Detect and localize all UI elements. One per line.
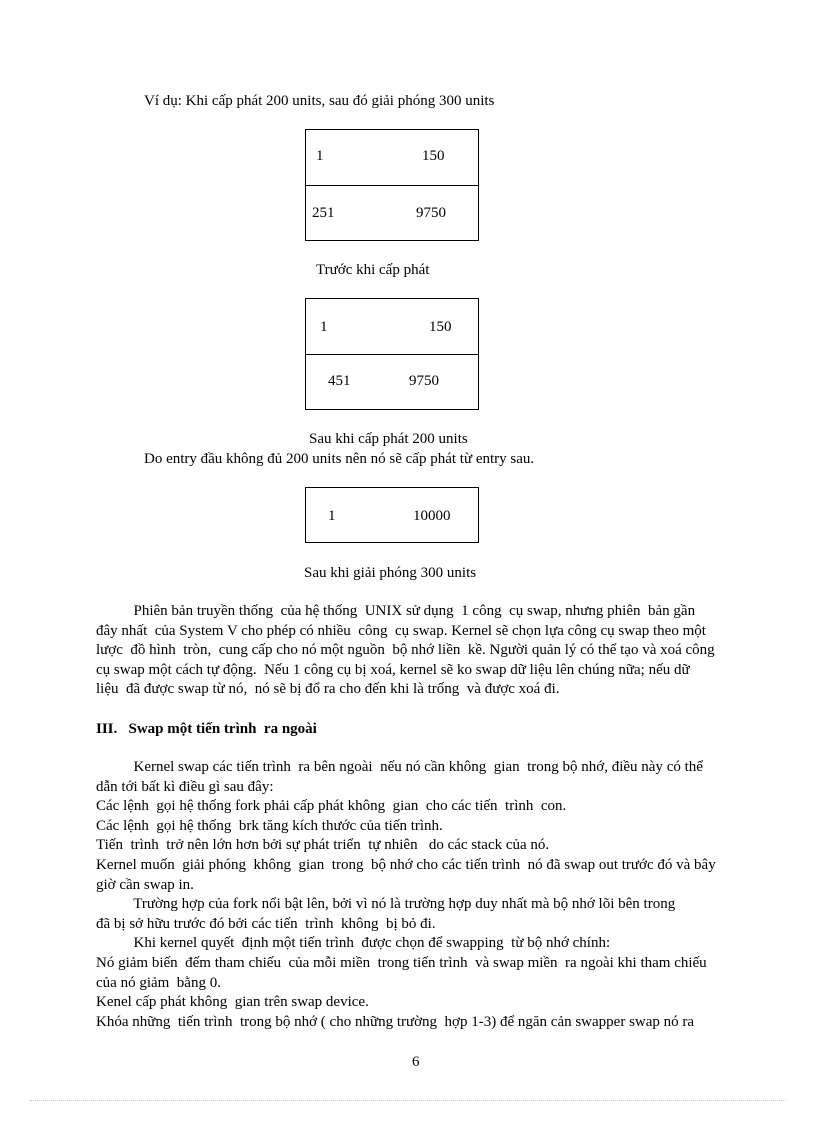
addr-cell: 251 <box>312 205 335 221</box>
body-line: Kernel swap các tiến trình ra bên ngoài nếu nó cần không gian trong bộ nhớ, điều này có thể <box>96 759 703 775</box>
body-line: Kernel muốn giải phóng không gian trong bộ nhớ cho các tiến trình nó đã swap out trước đó và bây <box>96 856 716 873</box>
paragraph-line: cụ swap một cách tự động. Nếu 1 công cụ bị xoá, kernel sẽ ko swap dữ liệu lên chúng nữa; nếu dữ <box>96 661 690 678</box>
swap-device-paragraph <box>96 602 736 700</box>
body-line: Khóa những tiến trình trong bộ nhớ ( cho những trường hợp 1-3) để ngăn cản swapper swap nó ra <box>96 1013 695 1030</box>
addr-cell: 1 <box>320 319 328 335</box>
body-line: đã bị sở hữu trước đó bởi các tiến trình không bị bỏ đi. <box>96 915 436 932</box>
units-cell: 150 <box>422 148 445 164</box>
units-cell: 150 <box>429 319 452 335</box>
body-line: Trường hợp của fork nổi bật lên, bởi vì nó là trường hợp duy nhất mà bộ nhớ lõi bên trong <box>96 896 676 913</box>
page-bottom-divider <box>30 1100 786 1101</box>
table-row <box>306 130 478 185</box>
addr-cell: 1 <box>328 508 336 524</box>
section-heading: III. Swap một tiến trình ra ngoài <box>96 721 317 737</box>
body-line: Các lệnh gọi hệ thống fork phải cấp phát không gian cho các tiến trình con. <box>96 798 567 815</box>
note-between: Do entry đầu không đủ 200 units nên nó sẽ cấp phát từ entry sau. <box>144 451 535 467</box>
addr-cell: 451 <box>328 373 351 389</box>
swap-out-body <box>96 758 736 1032</box>
caption-after-free: Sau khi giải phóng 300 units <box>304 565 477 581</box>
table-row <box>306 354 478 409</box>
paragraph-line: liệu đã được swap từ nó, nó sẽ bị đổ ra cho đến khi là trống và được xoá đi. <box>96 681 560 698</box>
caption-before: Trước khi cấp phát <box>316 262 430 278</box>
map-table-after-alloc <box>305 298 479 410</box>
map-table-before <box>305 129 479 241</box>
paragraph-line: Phiên bản truyền thống của hệ thống UNIX sử dụng 1 công cụ swap, nhưng phiên bản gần <box>96 603 696 619</box>
body-line: Nó giảm biến đếm tham chiếu của mỗi miền trong tiến trình và swap miền ra ngoài khi tham chiếu <box>96 954 707 971</box>
units-cell: 9750 <box>416 205 446 221</box>
body-line: của nó giảm bằng 0. <box>96 974 221 991</box>
body-line: Kenel cấp phát không gian trên swap device. <box>96 994 369 1011</box>
table-row <box>306 185 478 240</box>
caption-after-alloc: Sau khi cấp phát 200 units <box>309 431 468 447</box>
body-line: Khi kernel quyết định một tiến trình được chọn để swapping từ bộ nhớ chính: <box>96 935 611 952</box>
example-intro: Ví dụ: Khi cấp phát 200 units, sau đó giải phóng 300 units <box>144 93 495 109</box>
body-line: dẫn tới bất kì điều gì sau đây: <box>96 778 274 795</box>
paragraph-line: đây nhất của System V cho phép có nhiều công cụ swap. Kernel sẽ chọn lựa công cụ swap theo một <box>96 622 706 639</box>
page-number: 6 <box>412 1054 420 1070</box>
body-line: giờ cần swap in. <box>96 876 194 893</box>
units-cell: 10000 <box>413 508 451 524</box>
body-line: Tiến trình trở nên lớn hơn bởi sự phát triển tự nhiên do các stack của nó. <box>96 837 550 854</box>
addr-cell: 1 <box>316 148 324 164</box>
table-row <box>306 299 478 354</box>
paragraph-line: lược đồ hình tròn, cung cấp cho nó một nguồn bộ nhớ liền kề. Người quản lý có thể tạo và xoá công <box>96 642 715 659</box>
map-table-after-free <box>305 487 479 543</box>
body-line: Các lệnh gọi hệ thống brk tăng kích thước của tiến trình. <box>96 817 443 834</box>
table-row <box>306 488 478 542</box>
units-cell: 9750 <box>409 373 439 389</box>
